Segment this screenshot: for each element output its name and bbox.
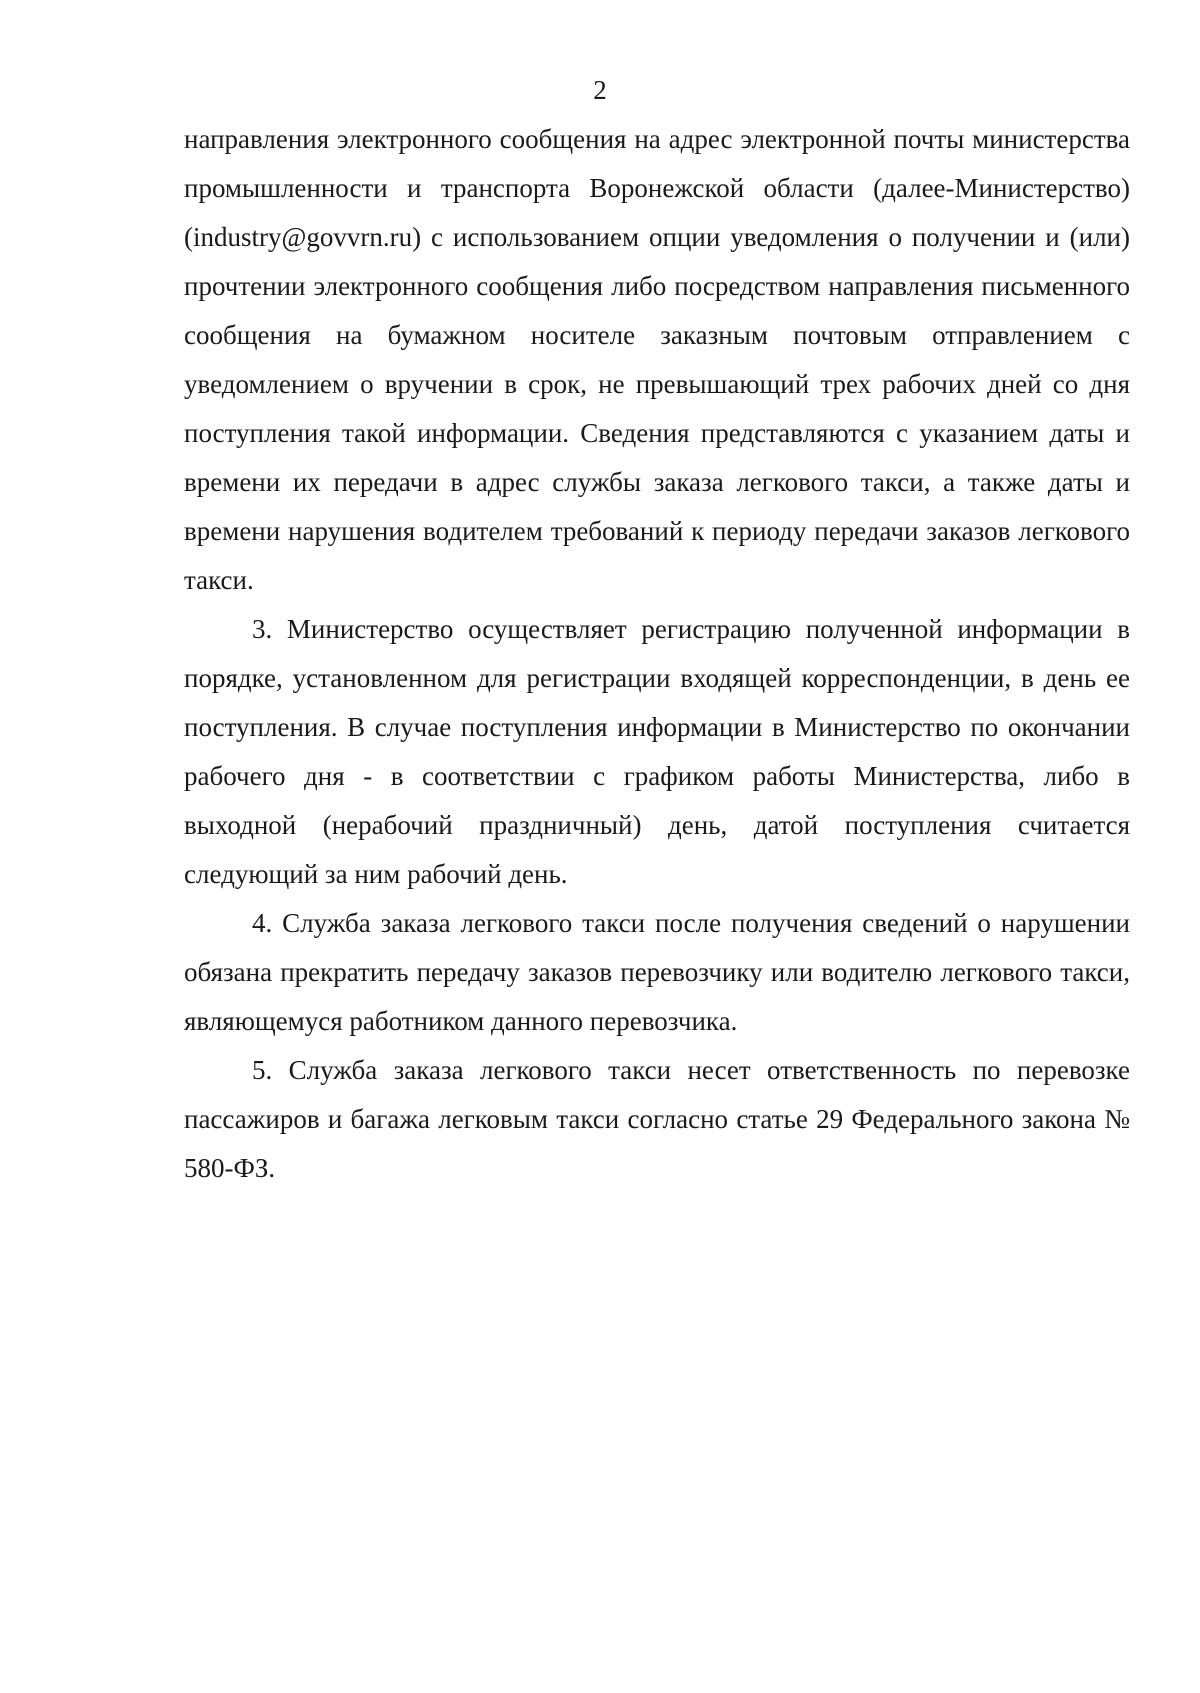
paragraph-item-5: 5. Служба заказа легкового такси несет ответственность по перевозке пассажиров и багажа легковым такси согласно статье 29 Федерального закона № 580-ФЗ. bbox=[184, 1055, 1130, 1183]
document-body bbox=[184, 115, 1130, 1193]
page-number: 2 bbox=[593, 75, 607, 105]
paragraph-item-4: 4. Служба заказа легкового такси после получения сведений о нарушении обязана прекратить передачу заказов перевозчику или водителю легкового такси, являющемуся работником данного перевозчика. bbox=[184, 908, 1130, 1036]
paragraph-item-3: 3. Министерство осуществляет регистрацию полученной информации в порядке, установленном для регистрации входящей корреспонденции, в день ее поступления. В случае поступления информации в Министерство по окончании рабочего дня - в соответствии с графиком работы Министерства, либо в выходной (нерабочий праздничный) день, датой поступления считается следующий за ним рабочий день. bbox=[184, 614, 1130, 889]
paragraph-continuation: направления электронного сообщения на адрес электронной почты министерства промышленности и транспорта Воронежской области (далее-Министерство) (industry@govvrn.ru) с использованием опции уведомления о получении и (или) прочтении электронного сообщения либо посредством направления письменного сообщения на бумажном носителе заказным почтовым отправлением с уведомлением о вручении в срок, не превышающий трех рабочих дней со дня поступления такой информации. Сведения представляются с указанием даты и времени их передачи в адрес службы заказа легкового такси, а также даты и времени нарушения водителем требований к периоду передачи заказов легкового такси. bbox=[184, 124, 1130, 595]
